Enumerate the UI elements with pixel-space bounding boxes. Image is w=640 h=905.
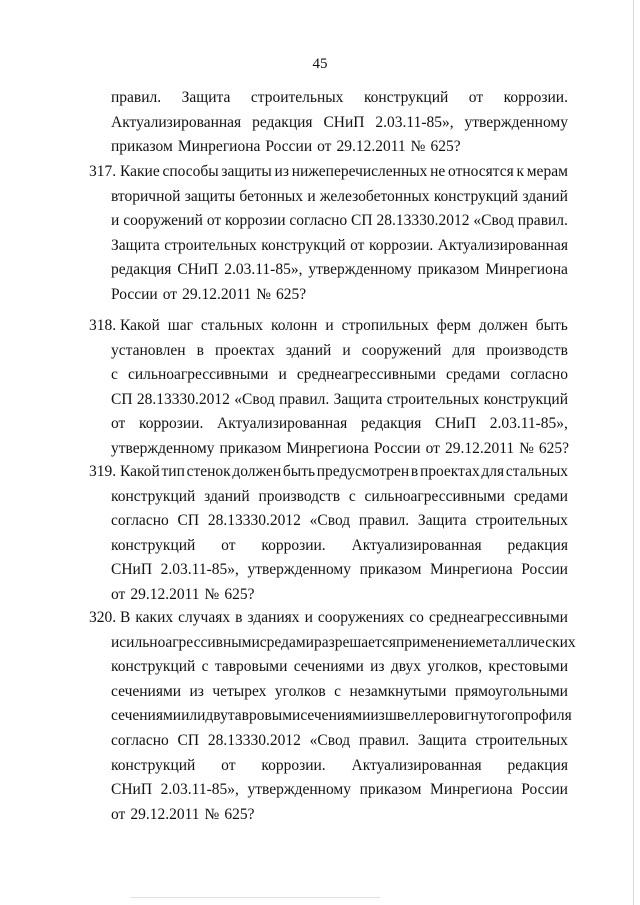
question-number: 318. [89,317,117,334]
word: незамкнутыми [349,682,447,700]
word: и [325,317,334,334]
question-number: 319. [89,463,117,480]
word: из [370,658,385,676]
word: колонн [270,317,318,334]
word: Минрегиона [485,261,568,279]
word: четырех [212,682,267,700]
word: с [201,658,209,676]
word: способы [162,163,219,180]
word: Какие [120,163,160,180]
word: коррозии. [139,415,204,433]
scan-edge [633,0,634,905]
word: среднеагрессивными [296,366,436,384]
word: 2.03.11-85», [224,261,303,279]
word: конструкций [483,390,568,408]
text-line [111,633,576,653]
word: прямоугольными [454,682,568,700]
word: «Свод [473,212,514,230]
text-line [111,341,568,361]
word: от [206,212,222,230]
word: редакция [252,113,313,131]
word: 28.13330.2012 [207,732,301,749]
page-number: 45 [312,56,328,72]
word: от [111,586,126,603]
word: в [410,463,419,480]
text-line [120,162,568,182]
word: 625? [276,286,307,303]
word: СНиП [111,781,153,799]
text-line [111,682,568,702]
word: от [111,805,126,823]
word: согласно [510,366,568,384]
word: коррозии. [261,536,326,554]
word: тавровыми [214,658,288,676]
word: Защита [417,512,467,530]
text-line [111,536,568,556]
word: сооружениях [317,609,405,626]
text-line [111,511,568,531]
word: 2.03.11-85», [489,415,568,433]
word: сечениями [111,707,182,725]
word: конструкций [111,536,196,554]
word: коррозии. [503,89,568,106]
word: приказом [417,261,480,279]
word: тип [161,463,185,480]
word: гнутого [464,707,515,725]
word: производств [486,341,568,359]
text-line [111,657,568,677]
word: 28.13330.2012 [136,390,230,408]
word: утвержденному [308,261,412,279]
word: 625? [224,586,255,603]
word: В [120,609,131,626]
text-line [111,731,568,751]
word: сильноагрессивными [119,633,260,651]
word: быть [535,317,568,334]
word: № [256,286,272,303]
word: «Свод [234,390,275,408]
word: и [278,366,287,384]
bottom-rule [130,897,380,898]
word: стальных [200,317,264,334]
word: бетонных [239,187,304,205]
word: Актуализированная [351,756,482,774]
word: 625? [430,138,461,156]
word: быть [282,463,316,480]
word: должен [232,463,282,480]
text-line [111,211,568,231]
word: Защита [111,236,160,254]
word: Минрегиона [430,781,513,799]
word: конструкций [111,658,196,676]
word: уголков [274,682,326,700]
word: 625? [538,440,570,457]
word: СНиП [323,113,365,131]
word: вторичной [111,187,181,205]
word: коррозии. [261,756,326,774]
word: СП [351,212,373,230]
word: сечениями [300,707,371,725]
word: каких [135,609,174,626]
word: из [189,682,204,700]
word: сильноагрессивными [127,366,269,384]
word: от [221,536,236,554]
word: применение [396,633,476,651]
word: России [521,561,568,579]
word: Актуализированная [111,113,242,131]
word: согласно [111,512,169,530]
word: зданий [522,187,568,205]
word: и [304,609,313,626]
word: мерам [526,163,568,180]
word: относятся [448,163,514,180]
word: средами [259,633,314,651]
word: редакция [507,536,568,554]
word: Защита [333,390,383,408]
word: утвержденному [247,561,351,579]
word: приказом [219,440,282,457]
text-line [111,390,568,410]
question-number: 320. [89,609,117,626]
word: правил. [517,212,568,230]
word: проектах [214,341,275,359]
word: № [410,138,426,156]
word: коррозии. [368,236,434,254]
word: зданиях [247,609,300,626]
word: нижеперечисленных [291,163,428,180]
word: от [317,138,332,156]
word: средами [513,487,568,505]
word: защиты [184,187,236,205]
word: и [342,341,351,359]
word: России [265,138,313,156]
word: конструкций [111,487,196,505]
word: от [111,415,126,433]
text-line [111,439,568,459]
text-line [111,756,568,776]
text-line [111,585,568,605]
word: 29.12.2011 [130,586,200,603]
word: утвержденному [464,113,568,131]
word: и [456,707,465,725]
word: строительных [475,512,568,530]
word: ферм [436,317,471,334]
word: и [111,633,120,651]
word: или [181,707,206,725]
word: с [348,487,356,505]
word: профиля [514,707,572,725]
word: 2.03.11-85», [160,781,239,799]
word: Актуализированная [437,236,568,254]
text-line [111,236,568,256]
word: СП [111,390,133,408]
word: двутавровыми [205,707,301,725]
word: правил. [111,89,162,106]
word: Актуализированная [217,415,348,433]
word: № [519,440,534,457]
word: строительных [475,732,568,749]
word: сооружений [361,341,442,359]
word: для [452,341,476,359]
word: Минрегиона [177,138,261,156]
text-line [111,113,568,133]
word: № [204,805,220,823]
text-line [120,462,568,482]
word: России [111,286,158,303]
word: для [481,463,505,480]
text-line [111,487,568,507]
word: уголков, [427,658,483,676]
word: 2.03.11-85», [375,113,454,131]
text-line [111,260,568,280]
word: приказом [359,561,422,579]
word: редакция [360,415,422,433]
word: 29.12.2011 [444,440,515,457]
word: России [521,781,568,799]
text-line [111,805,568,825]
word: железобетонных [319,187,430,205]
word: конструкций [433,187,519,205]
word: с [334,682,341,700]
word: сооружений [123,212,203,230]
text-line [111,137,568,157]
word: не [430,163,446,180]
word: от [162,286,178,303]
word: «Свод [309,732,351,749]
word: Какой [120,463,160,480]
word: и [307,187,316,205]
word: СНиП [177,261,219,279]
word: конструкций [261,236,346,254]
word: Защита [417,732,467,749]
word: стропильных [341,317,429,334]
word: Минрегиона [286,440,369,457]
text-line [111,187,568,207]
word: редакция [507,756,568,774]
word: правил. [358,512,410,530]
word: утвержденному [111,440,215,457]
word: среднеагрессивными [428,609,568,626]
text-line [111,560,568,580]
word: конструкций [363,89,449,106]
word: 28.13330.2012 [376,212,470,230]
word: Защита [181,89,231,106]
word: из [274,163,289,180]
word: от [221,756,236,774]
word: 625? [224,805,255,823]
word: предусмотрен [316,463,410,480]
text-line [111,365,568,385]
word: из [370,707,385,725]
word: редакция [111,261,172,279]
word: строительных [386,390,480,408]
word: металлических [475,633,576,651]
word: со [409,609,424,626]
word: производств [258,487,341,505]
word: стальных [505,463,568,480]
word: шаг [167,317,193,334]
word: в [196,341,204,359]
word: 28.13330.2012 [207,512,301,530]
word: швеллеров [384,707,457,725]
word: от [350,236,365,254]
word: правил. [279,390,330,408]
word: установлен [111,341,186,359]
word: строительных [250,89,344,106]
word: Актуализированная [351,536,482,554]
word: приказом [111,138,173,156]
text-line [111,414,568,434]
word: СП [177,512,200,530]
word: к [516,163,525,180]
word: строительных [164,236,257,254]
word: СП [177,732,200,749]
word: и [111,212,120,230]
word: коррозии [225,212,286,230]
word: Какой [120,317,160,334]
text-line [111,88,568,108]
word: согласно [289,212,348,230]
word: проектах [419,463,480,480]
text-line [120,608,568,628]
word: правил. [358,732,410,749]
word: сечениями [111,682,182,700]
word: сильноагрессивными [364,487,505,505]
word: России [373,440,421,457]
word: согласно [111,732,169,749]
word: от [425,440,440,457]
word: зданий [285,341,332,359]
word: в [235,609,243,626]
word: двух [390,658,422,676]
word: случаях [178,609,231,626]
text-line [111,780,568,800]
word: разрешается [313,633,397,651]
text-line [111,706,572,726]
word: от [468,89,484,106]
word: утвержденному [247,781,351,799]
word: с [111,366,118,384]
word: 29.12.2011 [336,138,406,156]
word: защиты [221,163,272,180]
word: № [204,586,220,603]
word: «Свод [309,512,351,530]
word: стенок [186,463,231,480]
word: сечениями [293,658,364,676]
word: 2.03.11-85», [160,561,239,579]
word: СНиП [435,415,477,433]
word: 29.12.2011 [182,286,252,303]
text-line [120,316,568,336]
question-number: 317. [89,163,117,180]
word: приказом [359,781,422,799]
word: СНиП [111,561,153,579]
text-line [111,285,568,305]
word: должен [478,317,528,334]
word: крестовыми [488,658,568,676]
word: средами [445,366,501,384]
word: конструкций [111,756,196,774]
word: 29.12.2011 [130,805,200,823]
word: зданий [204,487,250,505]
word: Минрегиона [430,561,513,579]
